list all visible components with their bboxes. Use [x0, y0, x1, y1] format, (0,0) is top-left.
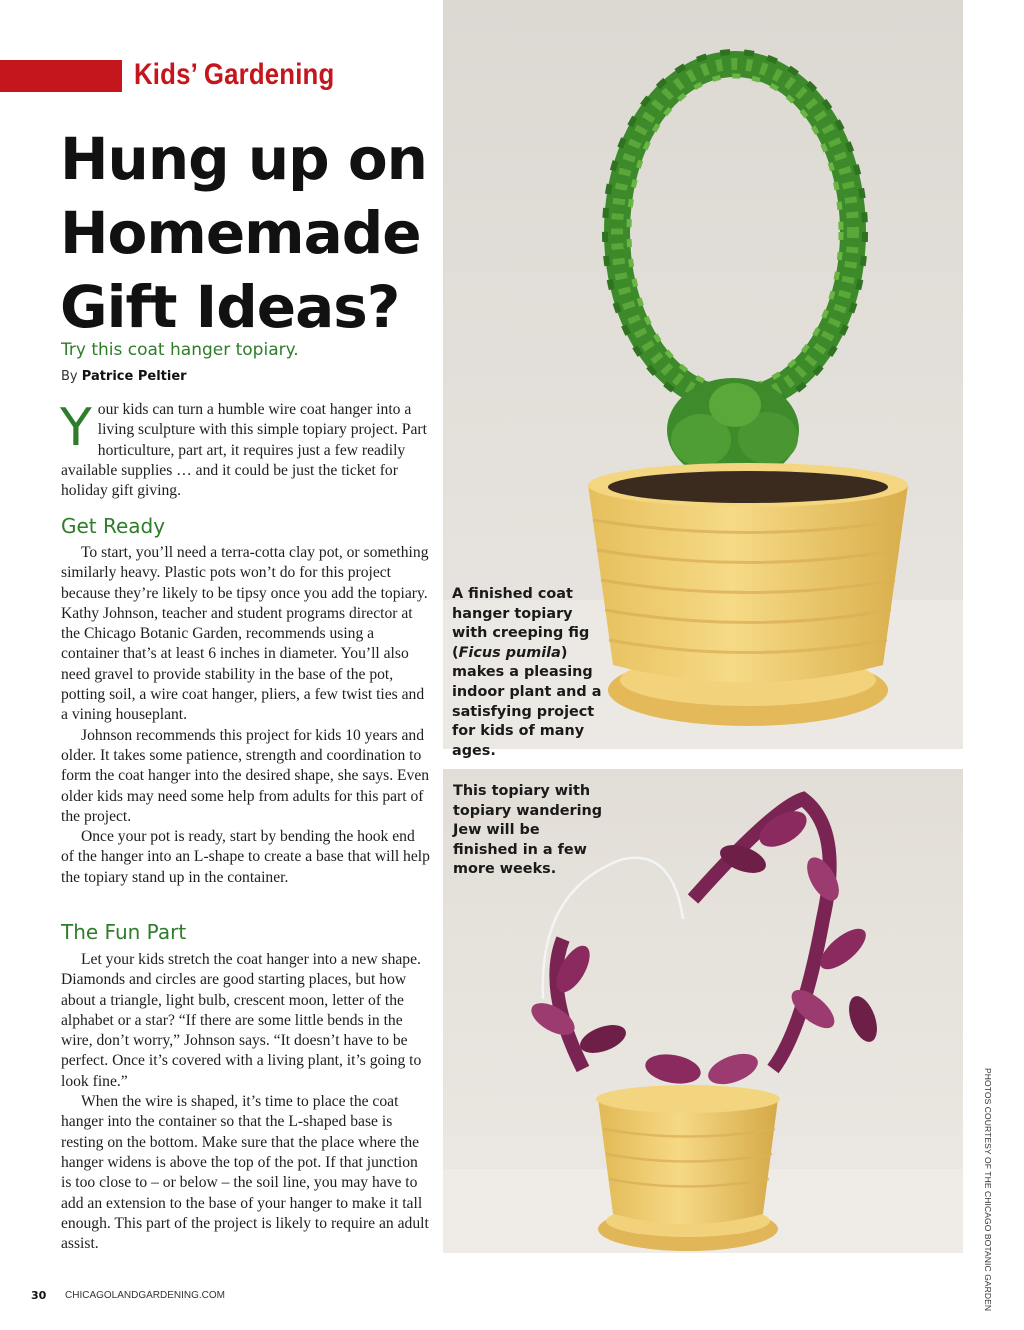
fun-part-body	[61, 950, 431, 1254]
headline-line: Hung up on	[60, 125, 427, 193]
photo-caption-1	[452, 585, 612, 761]
intro-text: our kids can turn a humble wire coat hanger into a living sculpture with this simple topiary project. Part horticulture, part art, it requires just a few readily available supplies … and it could be just the ticket for holiday gift giving.	[61, 401, 427, 500]
photo-credit	[983, 1068, 993, 1312]
section-color-bar	[0, 60, 122, 92]
body-paragraph: When the wire is shaped, it’s time to place the coat hanger into the container so that the L-shaped base is resting on the bottom. Make sure that the place where the hanger widens is above the top of the pot. If that junction is too close to – or below – the soil line, you may have to add an extension to the base of your hanger to make it tall enough. This part of the project is likely to require an adult assist.	[61, 1093, 429, 1253]
body-paragraph: Let your kids stretch the coat hanger into a new shape. Diamonds and circles are good starting places, but how about a triangle, light bulb, crescent moon, letter of the alphabet or a star? “If there are some little bends in the wire, don’t worry,” Johnson says. “It doesn’t have to be perfect. Once it’s covered with a living plant, it’s going to look fine.”	[61, 951, 422, 1090]
headline	[60, 122, 440, 344]
page-number: 30	[31, 1289, 47, 1302]
yellow-pot	[588, 463, 908, 726]
body-paragraph: Johnson recommends this project for kids 10 years and older. It takes some patience, strength and coordination to form the coat hanger into the desired shape, she says. Even older kids may need some help from adults for this part of the project.	[61, 726, 430, 825]
byline-author: Patrice Peltier	[81, 369, 187, 384]
yellow-pot-small	[596, 1085, 780, 1251]
headline-line: Gift Ideas?	[60, 273, 400, 341]
footer-website: CHICAGOLANDGARDENING.COM	[65, 1290, 226, 1301]
caption-text: A finished coat hanger topiary with creeping fig (	[452, 586, 590, 661]
caption-italic: Ficus pumila	[458, 644, 561, 661]
body-paragraph: Once your pot is ready, start by bending the hook end of the hanger into an L-shape to create a base that will help the topiary stand up in the container.	[61, 828, 430, 886]
drop-cap: Y	[60, 398, 92, 458]
subtitle: Try this coat hanger topiary.	[61, 340, 299, 360]
intro-paragraph	[61, 400, 431, 501]
body-paragraph: To start, you’ll need a terra-cotta clay pot, or something similarly heavy. Plastic pots won’t do for this project because they’re likely to be tipsy once you add the topiary. Kathy Johnson, teacher and student programs director at the Chicago Botanic Garden, recommends using a container that’s at least 6 inches in diameter. You’ll also need gravel to provide stability in the base of the pot, potting soil, a wire coat hanger, pliers, a few twist ties and a vining houseplant.	[61, 544, 429, 724]
section-title: Kids’ Gardening	[134, 58, 335, 91]
get-ready-body	[61, 543, 431, 888]
caption-text: ) makes a pleasing indoor plant and a satisfying project for kids of many ages.	[452, 644, 602, 759]
subheading-get-ready: Get Ready	[61, 514, 166, 538]
byline	[61, 369, 187, 384]
subheading-fun-part: The Fun Part	[61, 920, 187, 944]
byline-prefix: By	[61, 369, 78, 384]
photo-caption-2: This topiary with topiary wandering Jew will be finished in a few more weeks.	[453, 783, 603, 878]
photo-credit-text: PHOTOS COURTESY OF THE CHICAGO BOTANIC GARDEN	[983, 1068, 993, 1312]
headline-line: Homemade	[60, 199, 421, 267]
